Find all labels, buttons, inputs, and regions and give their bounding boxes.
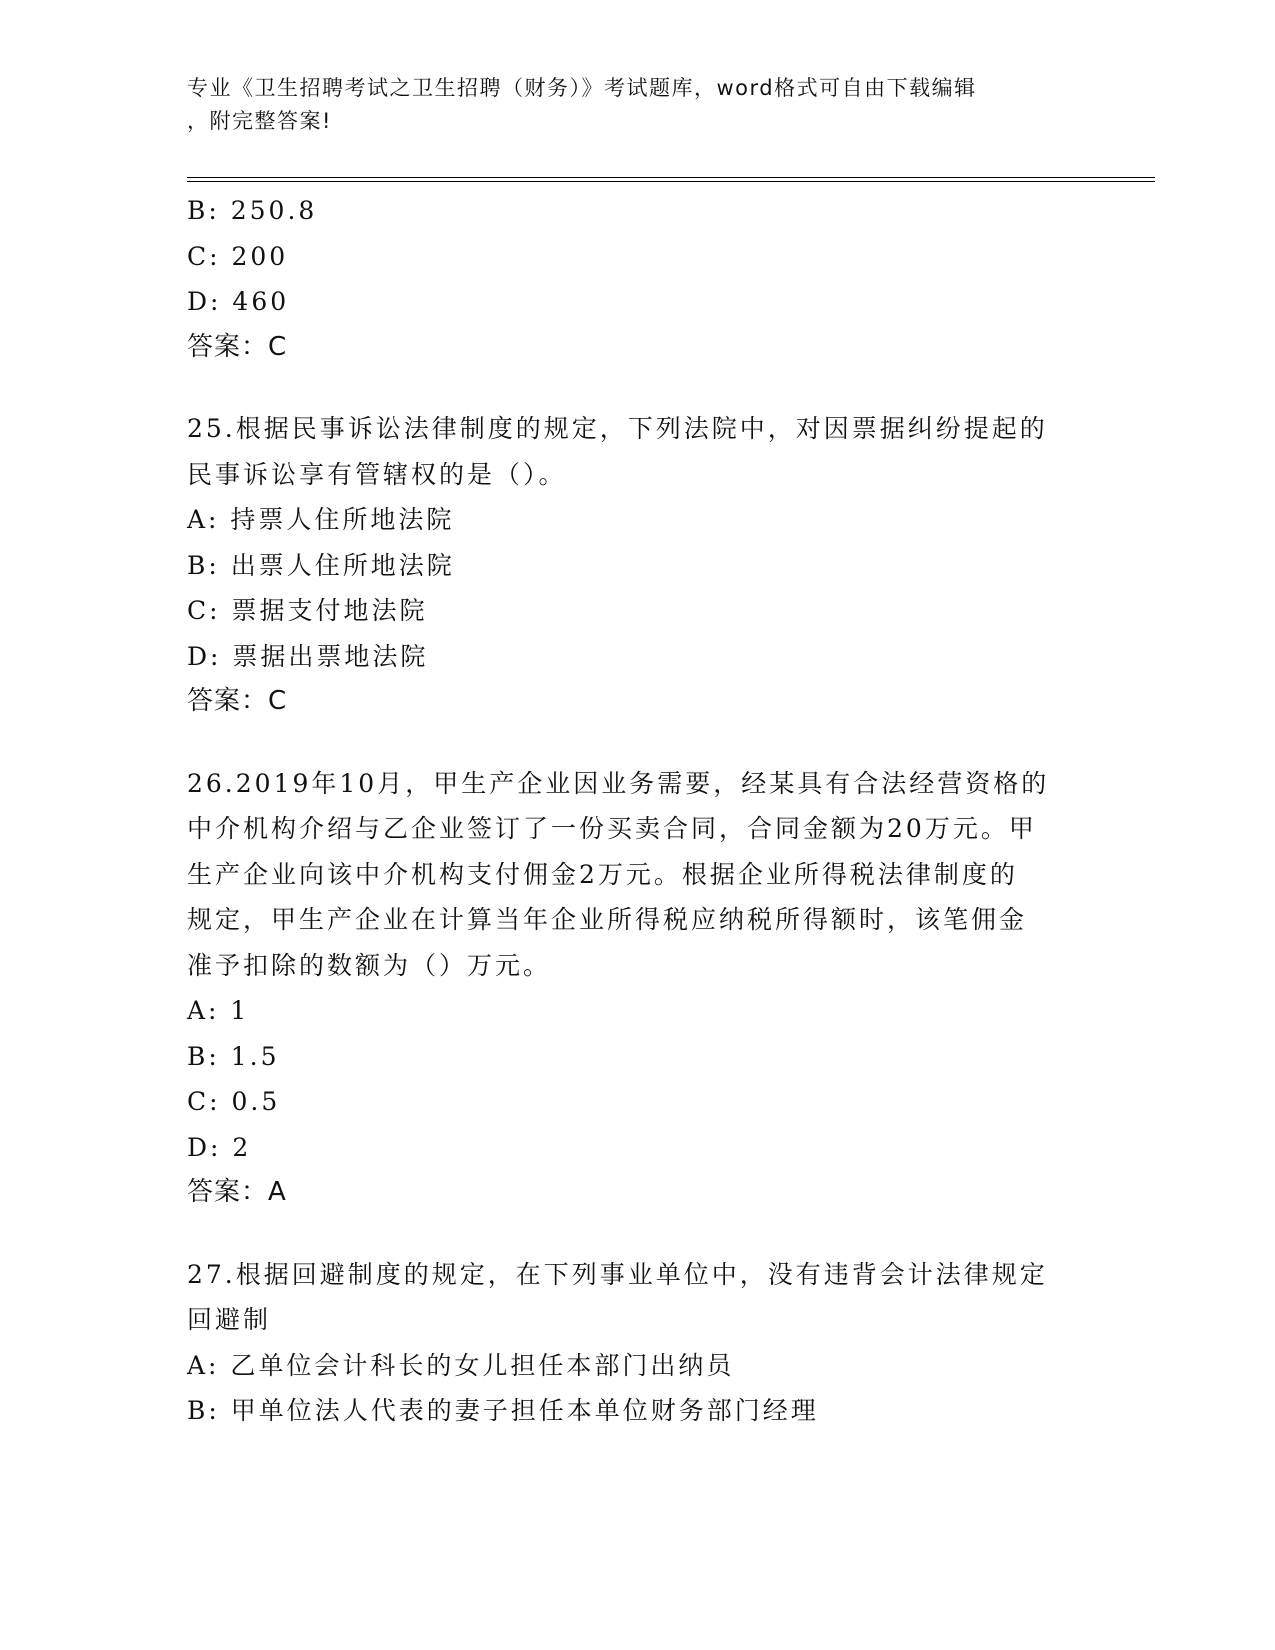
question-26 [187, 761, 1087, 1216]
question-stem-line: 回避制 [187, 1305, 272, 1334]
header-line-1: 专业《卫生招聘考试之卫生招聘（财务）》考试题库，word格式可自由下载编辑 [187, 76, 977, 100]
option-b: B: 甲单位法人代表的妻子担任本单位财务部门经理 [187, 1396, 819, 1425]
question-stem-line: 规定，甲生产企业在计算当年企业所得税应纳税所得额时，该笔佣金 [187, 905, 1028, 934]
question-stem-line: 26.2019年10月，甲生产企业因业务需要，经某具有合法经营资格的 [187, 768, 1050, 798]
question-stem-line: 中介机构介绍与乙企业签订了一份买卖合同，合同金额为20万元。甲 [187, 814, 1037, 843]
answer: 答案：C [187, 331, 288, 362]
question-stem-line: 生产企业向该中介机构支付佣金2万元。根据企业所得税法律制度的 [187, 859, 1018, 889]
option-a: A: 1 [187, 996, 250, 1025]
option-c: C: 0.5 [187, 1087, 281, 1116]
option-d: D: 票据出票地法院 [187, 641, 429, 671]
header-divider-bottom [187, 181, 1155, 182]
document-header [187, 72, 1067, 138]
question-27 [187, 1252, 1087, 1434]
option-b: B: 250.8 [187, 196, 318, 225]
spacer [187, 725, 1087, 761]
option-d: D: 2 [187, 1132, 252, 1162]
question-list [187, 188, 1087, 1434]
question-stem-line: 25.根据民事诉讼法律制度的规定，下列法院中，对因票据纠纷提起的 [187, 414, 1048, 443]
answer: 答案：A [187, 1177, 287, 1207]
previous-question-tail [187, 188, 1087, 370]
question-stem-line: 民事诉讼享有管辖权的是（）。 [187, 459, 567, 489]
option-b: B: 1.5 [187, 1041, 280, 1071]
option-d: D: 460 [187, 287, 290, 316]
option-a: A: 持票人住所地法院 [187, 505, 455, 534]
option-c: C: 200 [187, 241, 289, 271]
question-stem-line: 准予扣除的数额为（）万元。 [187, 950, 552, 980]
header-line-2: ，附完整答案! [187, 109, 332, 133]
spacer [187, 1216, 1087, 1252]
option-a: A: 乙单位会计科长的女儿担任本部门出纳员 [187, 1350, 735, 1380]
option-c: C: 票据支付地法院 [187, 596, 428, 625]
question-stem-line: 27.根据回避制度的规定，在下列事业单位中，没有违背会计法律规定 [187, 1259, 1048, 1289]
spacer [187, 370, 1087, 406]
answer: 答案：C [187, 686, 288, 716]
header-divider-top [187, 177, 1155, 178]
option-b: B: 出票人住所地法院 [187, 550, 455, 580]
question-25 [187, 406, 1087, 725]
